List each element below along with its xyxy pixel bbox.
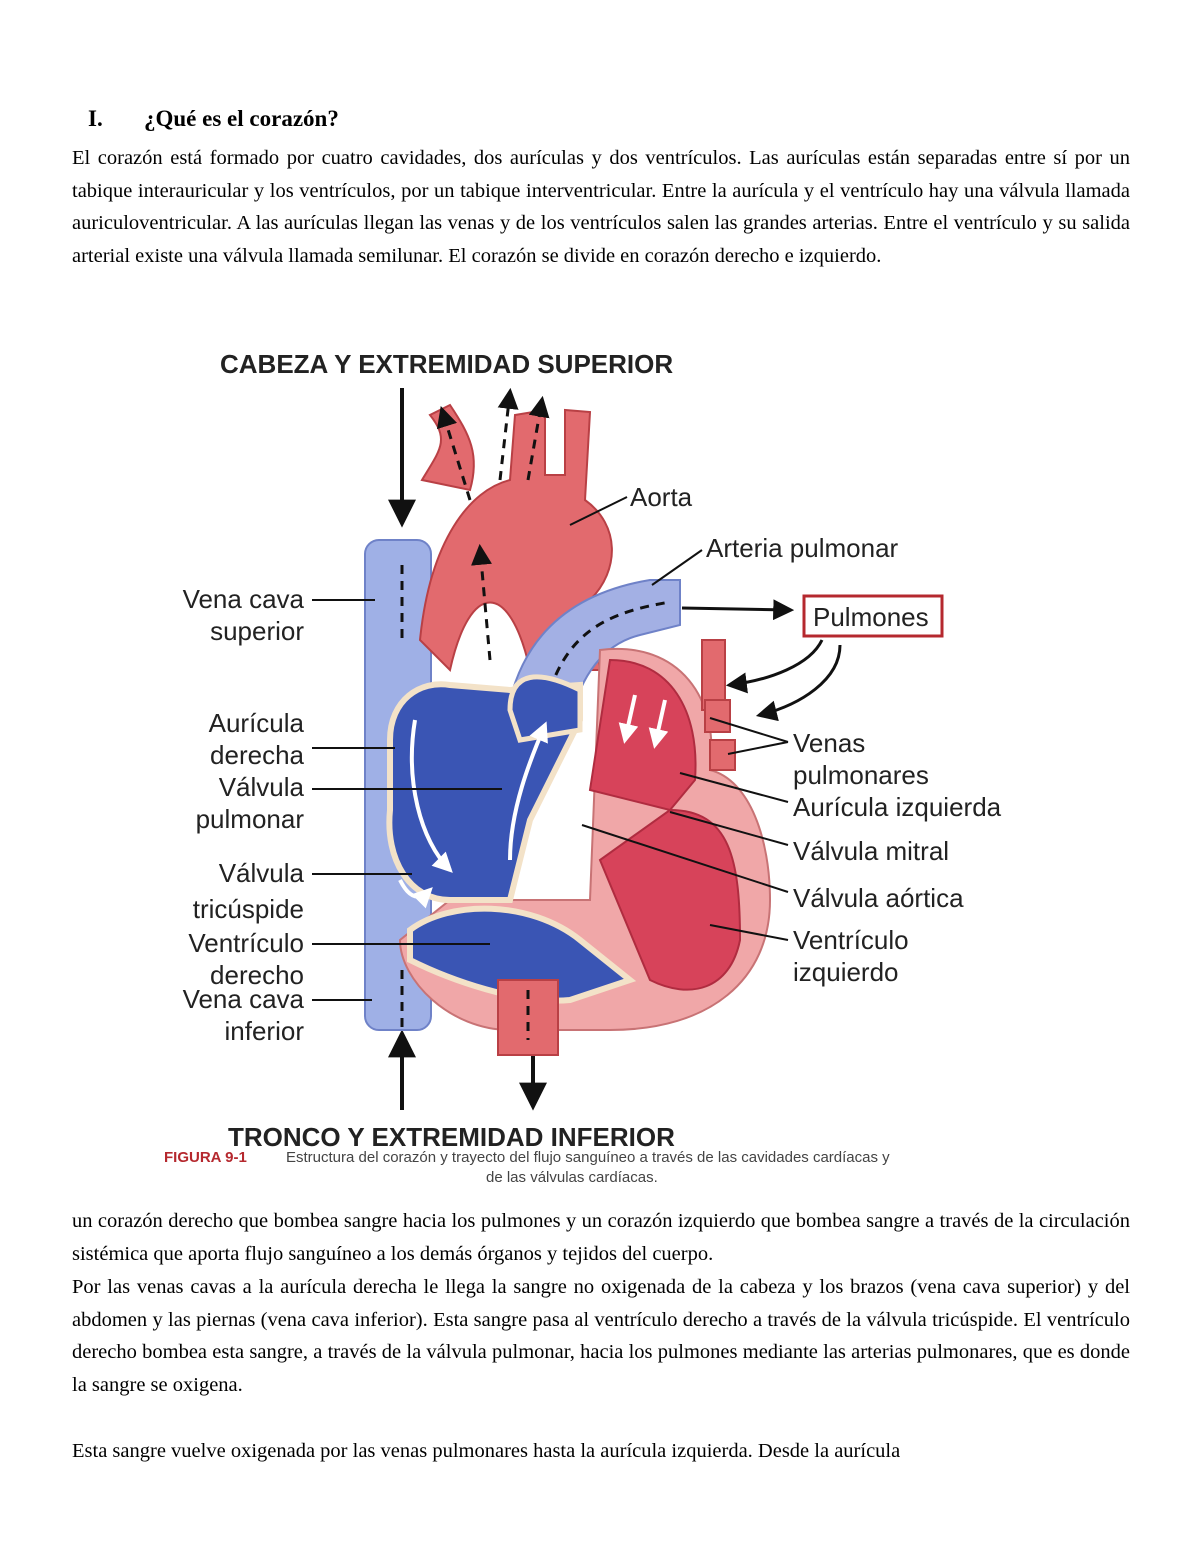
label-ventriculo-derecho-1: Ventrículo bbox=[188, 928, 304, 958]
section-title: ¿Qué es el corazón? bbox=[144, 106, 339, 131]
label-auricula-derecha-1: Aurícula bbox=[208, 708, 304, 738]
label-vena-cava-superior-2: superior bbox=[210, 616, 304, 646]
paragraph-venas-pulmonares: Esta sangre vuelve oxigenada por las venas pulmonares hasta la aurícula izquierda. Desde la aurícula bbox=[72, 1440, 901, 1462]
label-vena-cava-inferior-2: inferior bbox=[224, 1016, 304, 1046]
label-auricula-izquierda: Aurícula izquierda bbox=[793, 792, 1002, 822]
label-valvula-pulmonar-2: pulmonar bbox=[195, 804, 304, 834]
figure-top-title: CABEZA Y EXTREMIDAD SUPERIOR bbox=[220, 349, 674, 379]
label-valvula-pulmonar-1: Válvula bbox=[218, 772, 304, 802]
caption-figure-label: FIGURA 9-1 bbox=[164, 1149, 247, 1166]
section-heading bbox=[88, 106, 339, 132]
paragraph-right-left-heart: un corazón derecho que bombea sangre hacia los pulmones y un corazón izquierdo que bombea sangre a través de la circulación sistémica que aporta flujo sanguíneo a los demás órganos y tejidos del cuerpo. bbox=[72, 1210, 1130, 1265]
label-valvula-tricuspide-2: tricúspide bbox=[192, 894, 304, 924]
figure-bottom-title: TRONCO Y EXTREMIDAD INFERIOR bbox=[228, 1122, 675, 1152]
paragraph-intro: El corazón está formado por cuatro cavidades, dos aurículas y dos ventrículos. Las aurículas están separadas entre sí por un tabique interauricular y los ventrículos, por un tabique interventricular. Entre la aurícula y el ventrículo hay una válvula llamada auriculoventricular. A las aurículas llegan las venas y de los ventrículos salen las grandes arterias. Entre el ventrículo y su salida arterial existe una válvula llamada semilunar. El corazón se divide en corazón derecho e izquierdo. bbox=[72, 147, 1130, 268]
heart-diagram bbox=[150, 340, 1030, 1190]
label-ventriculo-izquierdo-2: izquierdo bbox=[793, 957, 899, 987]
label-ventriculo-izquierdo-1: Ventrículo bbox=[793, 925, 909, 955]
heart-diagram-figure bbox=[150, 340, 1030, 1190]
label-pulmones: Pulmones bbox=[813, 602, 929, 632]
caption-line-2: de las válvulas cardíacas. bbox=[486, 1169, 658, 1186]
paragraph-venas-cavas: Por las venas cavas a la aurícula derecha le llega la sangre no oxigenada de la cabeza y los brazos (vena cava superior) y del abdomen y las piernas (vena cava inferior). Esta sangre pasa al ventrículo derecho a través de la válvula tricúspide. El ventrículo derecho bombea esta sangre, a través de la válvula pulmonar, hacia los pulmones mediante las arterias pulmonares, que es donde la sangre se oxigena. bbox=[72, 1276, 1130, 1397]
label-ventriculo-derecho-2: derecho bbox=[210, 960, 304, 990]
label-vena-cava-superior-1: Vena cava bbox=[182, 584, 304, 614]
label-valvula-tricuspide-1: Válvula bbox=[218, 858, 304, 888]
to-lungs-arrow bbox=[682, 608, 790, 610]
label-venas-pulmonares-1: Venas bbox=[793, 728, 866, 758]
label-aorta: Aorta bbox=[630, 482, 693, 512]
label-valvula-mitral: Válvula mitral bbox=[793, 836, 950, 866]
label-arteria-pulmonar: Arteria pulmonar bbox=[706, 533, 899, 563]
label-auricula-derecha-2: derecha bbox=[210, 740, 304, 770]
label-venas-pulmonares-2: pulmonares bbox=[793, 760, 929, 790]
caption-line-1: Estructura del corazón y trayecto del flujo sanguíneo a través de las cavidades cardíacas y bbox=[286, 1149, 890, 1166]
from-lungs-arrow-1 bbox=[730, 640, 822, 685]
label-valvula-aortica: Válvula aórtica bbox=[793, 883, 964, 913]
label-vena-cava-inferior-1: Vena cava bbox=[182, 984, 304, 1014]
section-number: I. bbox=[88, 106, 103, 131]
from-lungs-arrow-2 bbox=[760, 645, 840, 715]
